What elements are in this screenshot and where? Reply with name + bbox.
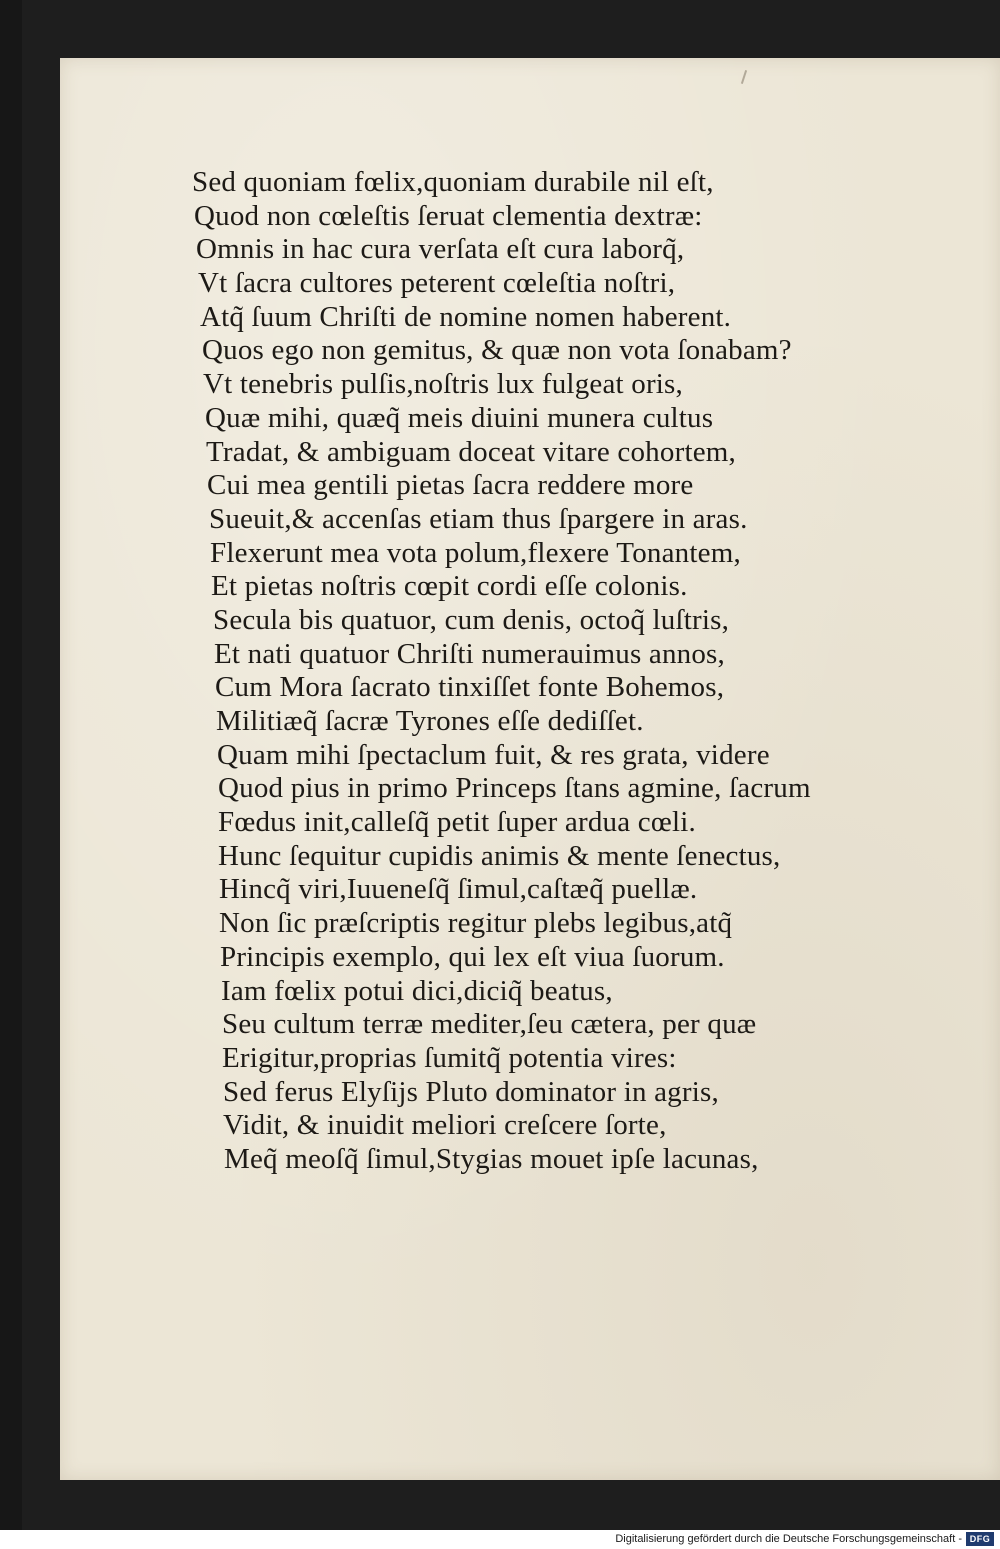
verse-line: Militiæq̃ ſacræ Tyrones eſſe dediſſet. — [216, 705, 644, 737]
verse-line: Cui mea gentili pietas ſacra reddere more — [207, 469, 694, 502]
verse-line: Quod pius in primo Princeps ſtans agmine, ſacrum — [218, 772, 811, 805]
verse-line: Quam mihi ſpectaclum fuit, & res grata, videre — [217, 738, 770, 771]
verse-line: Sed quoniam fœlix,quoniam durabile nil eſt, — [192, 166, 714, 198]
verse-line: Flexerunt mea vota polum,flexere Tonantem, — [210, 536, 741, 569]
scan-left-edge — [0, 0, 22, 1530]
verse-line: Omnis in hac cura verſata eſt cura laborq̃, — [196, 233, 685, 266]
funding-credit: Digitalisierung gefördert durch die Deutsche Forschungsgemeinschaft - — [615, 1533, 962, 1545]
verse-line: Atq̃ ſuum Chriſti de nomine nomen haberent. — [200, 300, 732, 333]
dfg-logo: DFG — [966, 1532, 994, 1546]
poem-verses — [192, 166, 811, 1177]
verse-line: Vt ſacra cultores peterent cœleſtia noſtri, — [198, 267, 676, 300]
verse-line: Principis exemplo, qui lex eſt viua ſuorum. — [220, 940, 725, 973]
verse-line: Hunc ſequitur cupidis animis & mente ſenectus, — [218, 839, 781, 872]
verse-line: Iam fœlix potui dici,diciq̃ beatus, — [221, 974, 613, 1007]
verse-line: Seu cultum terræ mediter,ſeu cætera, per quæ — [222, 1008, 757, 1041]
book-page — [60, 58, 1000, 1480]
verse-line: Sed ferus Elyſijs Pluto dominator in agris, — [223, 1075, 719, 1108]
verse-line: Quod non cœleſtis ſeruat clementia dextræ: — [194, 199, 703, 232]
verse-line: Fœdus init,calleſq̃ petit ſuper ardua cœli. — [218, 806, 696, 839]
verse-line: Vt tenebris pulſis,noſtris lux fulgeat oris, — [203, 368, 683, 401]
verse-line: Hincq̃ viri,Iuueneſq̃ ſimul,caſtæq̃ puellæ. — [219, 873, 698, 906]
verse-line: Cum Mora ſacrato tinxiſſet fonte Bohemos, — [215, 671, 725, 704]
verse-line: Sueuit,& accenſas etiam thus ſpargere in aras. — [209, 502, 748, 535]
verse-line: Non ſic præſcriptis regitur plebs legibus,atq̃ — [219, 907, 733, 940]
verse-line: Tradat, & ambiguam doceat vitare cohortem, — [206, 435, 736, 468]
verse-line: Et nati quatuor Chriſti numerauimus annos, — [214, 637, 725, 670]
verse-line: Vidit, & inuidit meliori creſcere ſorte, — [223, 1109, 667, 1142]
verse-line: Meq̃ meoſq̃ ſimul,Stygias mouet ipſe lacunas, — [224, 1142, 759, 1175]
verse-line: Erigitur,proprias ſumitq̃ potentia vires: — [222, 1041, 677, 1074]
digitization-footer — [0, 1530, 1000, 1549]
page-pencil-mark — [741, 70, 747, 84]
verse-line: Secula bis quatuor, cum denis, octoq̃ luſtris, — [213, 603, 730, 636]
verse-line: Quæ mihi, quæq̃ meis diuini munera cultus — [205, 401, 714, 434]
verse-line: Quos ego non gemitus, & quæ non vota ſonabam? — [202, 334, 792, 367]
verse-line: Et pietas noſtris cœpit cordi eſſe colonis. — [211, 570, 688, 603]
